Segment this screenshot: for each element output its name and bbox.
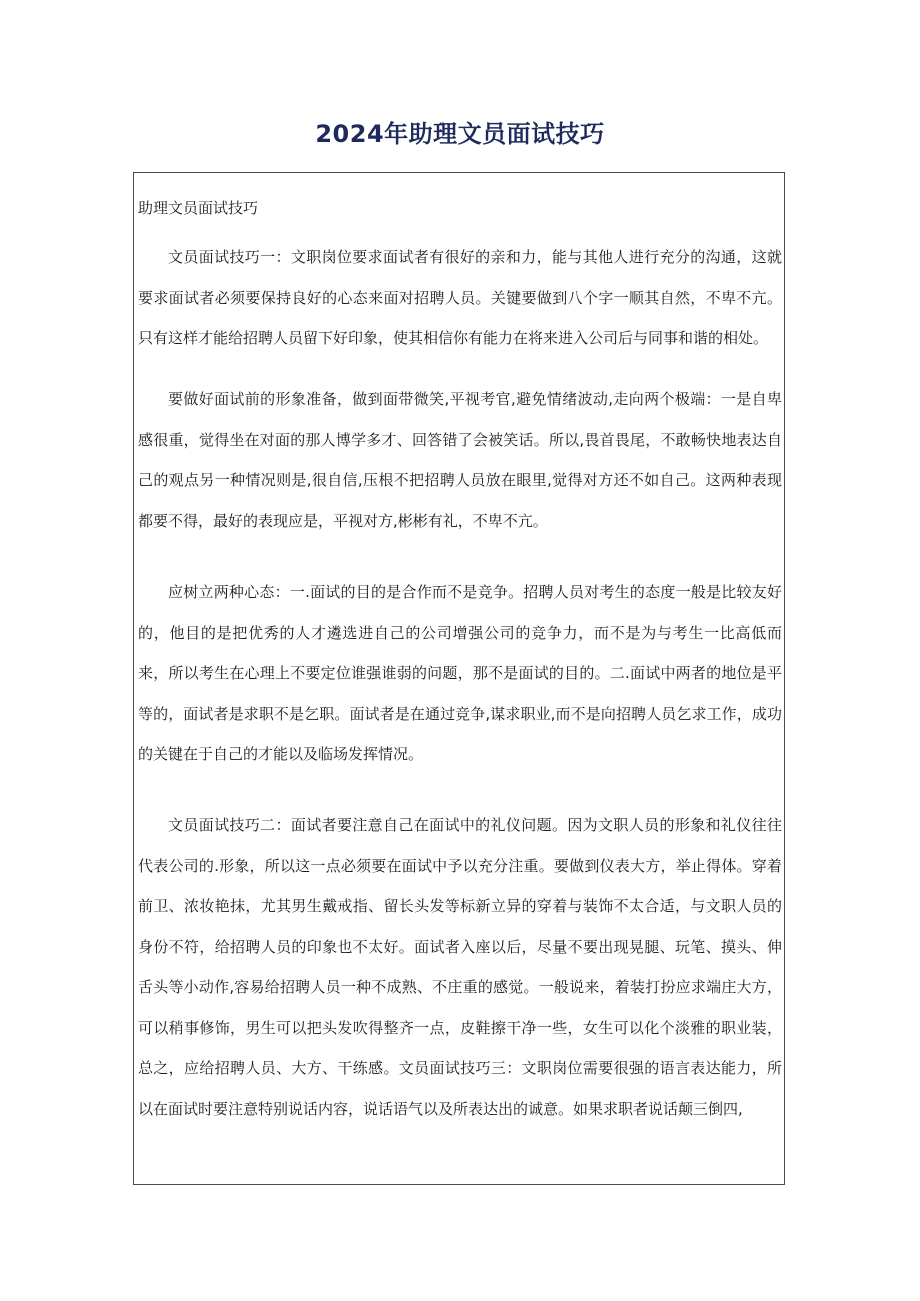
paragraph: 应树立两种心态：一.面试的目的是合作而不是竞争。招聘人员对考生的态度一般是比较友好的，他目的是把优秀的人才遴选进自己的公司增强公司的竞争力，而不是为与考生一比高低而来，所以考生在心理上不要定位谁强谁弱的问题，那不是面试的目的。二.面试中两者的地位是平等的，面试者是求职不是乞职。面试者是在通过竞争,谋求职业,而不是向招聘人员乞求工作，成功的关键在于自己的才能以及临场发挥情况。 xyxy=(138,583,782,763)
section-heading: 助理文员面试技巧 xyxy=(138,199,259,217)
paragraph: 文员面试技巧一：文职岗位要求面试者有很好的亲和力，能与其他人进行充分的沟通，这就要求面试者必须要保持良好的心态来面对招聘人员。关键要做到八个字一顺其自然，不卑不亢。只有这样才能给招聘人员留下好印象，使其相信你有能力在将来进入公司后与同事和谐的相处。 xyxy=(138,248,782,347)
document-title: 2024年助理文员面试技巧 xyxy=(315,120,605,148)
paragraph: 文员面试技巧二：面试者要注意自己在面试中的礼仪问题。因为文职人员的形象和礼仪往往代表公司的.形象，所以这一点必须要在面试中予以充分注重。要做到仪表大方，举止得体。穿着前卫、浓妆艳抹，尤其男生戴戒指、留长头发等标新立异的穿着与装饰不太合适，与文职人员的身份不符，给招聘人员的印象也不太好。面试者入座以后，尽量不要出现晃腿、玩笔、摸头、伸舌头等小动作,容易给招聘人员一种不成熟、不庄重的感觉。一般说来，着装打扮应求端庄大方，可以稍事修饰，男生可以把头发吹得整齐一点，皮鞋擦干净一些，女生可以化个淡雅的职业装，总之，应给招聘人员、大方、干练感。文员面试技巧三：文职岗位需要很强的语言表达能力，所以在面试时要注意特别说话内容，说话语气以及所表达出的诚意。如果求职者说话颠三倒四, xyxy=(138,816,782,1118)
content-box xyxy=(133,172,785,1185)
paragraph: 要做好面试前的形象准备，做到面带微笑,平视考官,避免情绪波动,走向两个极端：一是自卑感很重，觉得坐在对面的那人博学多才、回答错了会被笑话。所以,畏首畏尾，不敢畅快地表达自己的观点另一种情况则是,很自信,压根不把招聘人员放在眼里,觉得对方还不如自己。这两种表现都要不得，最好的表现应是，平视对方,彬彬有礼，不卑不亢。 xyxy=(138,390,782,530)
